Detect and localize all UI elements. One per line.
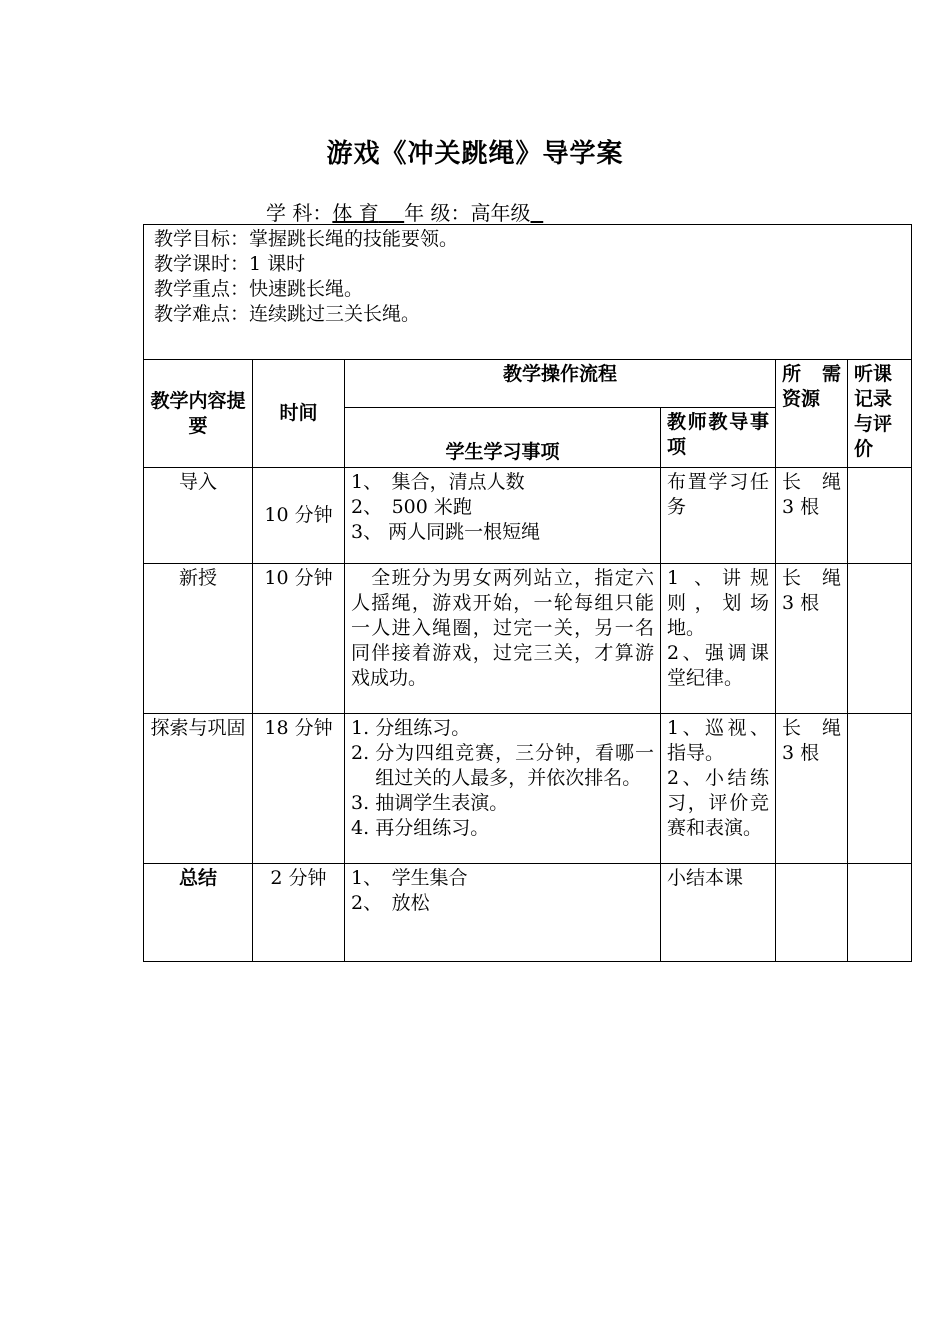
row-notes xyxy=(848,564,912,714)
row-content: 总结 xyxy=(144,864,253,962)
row-content: 新授 xyxy=(144,564,253,714)
objective-hours: 教学课时：1 课时 xyxy=(154,253,306,275)
student-step: 2、 放松 xyxy=(351,892,430,914)
row-notes xyxy=(848,468,912,564)
row-time: 18 分钟 xyxy=(253,714,345,864)
header-time: 时间 xyxy=(253,360,345,468)
row-teacher: 1 、讲规则，划场地。 2、强调课堂纪律。 xyxy=(661,564,776,714)
student-step: 1、 学生集合 xyxy=(351,867,468,889)
table-row xyxy=(144,564,912,714)
objectives-cell xyxy=(144,225,912,360)
table-row xyxy=(144,714,912,864)
objective-key-point: 教学重点：快速跳长绳。 xyxy=(154,278,364,300)
list-item: 2. 分为四组竞赛，三分钟，看哪一组过关的人最多，并依次排名。 xyxy=(351,742,654,789)
row-resources xyxy=(776,864,848,962)
objective-goal: 教学目标：掌握跳长绳的技能要领。 xyxy=(154,228,459,250)
row-notes xyxy=(848,864,912,962)
row-content: 探索与巩固 xyxy=(144,714,253,864)
row-student xyxy=(345,864,661,962)
list-item: 3. 抽调学生表演。 xyxy=(351,792,509,814)
subject-value: 体 育 xyxy=(332,201,379,225)
row-teacher: 1、巡视、指导。 2、小结练习，评价竞赛和表演。 xyxy=(661,714,776,864)
row-time: 10 分钟 xyxy=(253,468,345,564)
subject-grade-line xyxy=(266,197,543,226)
row-content: 导入 xyxy=(144,468,253,564)
row-student: 全班分为男女两列站立，指定六人摇绳，游戏开始，一轮每组只能一人进入绳圈，过完一关，另一名同伴接着游戏，过完三关，才算游戏成功。 xyxy=(345,564,661,714)
student-step: 3、 两人同跳一根短绳 xyxy=(351,521,541,543)
grade-value: 高年级 xyxy=(470,201,531,225)
table-row xyxy=(144,468,912,564)
row-resources: 长 绳 3 根 xyxy=(776,564,848,714)
subject-label: 学 科： xyxy=(266,201,333,225)
row-student xyxy=(345,714,661,864)
grade-label: 年 级： xyxy=(404,201,471,225)
header-notes: 听课记录与评价 xyxy=(848,360,912,468)
row-teacher: 布置学习任务 xyxy=(661,468,776,564)
header-resources: 所 需资源 xyxy=(776,360,848,468)
header-student: 学生学习事项 xyxy=(345,408,661,468)
list-item: 1. 分组练习。 xyxy=(351,717,471,739)
table-row xyxy=(144,864,912,962)
row-resources: 长 绳 3 根 xyxy=(776,468,848,564)
row-resources: 长 绳 3 根 xyxy=(776,714,848,864)
row-time: 2 分钟 xyxy=(253,864,345,962)
row-notes xyxy=(848,714,912,864)
row-teacher: 小结本课 xyxy=(661,864,776,962)
page-title: 游戏《冲关跳绳》导学案 xyxy=(326,139,624,169)
row-time: 10 分钟 xyxy=(253,564,345,714)
header-content: 教学内容提要 xyxy=(144,360,253,468)
list-item: 4. 再分组练习。 xyxy=(351,817,490,839)
row-student xyxy=(345,468,661,564)
lesson-plan-table xyxy=(143,224,912,962)
student-step: 1、 集合，清点人数 xyxy=(351,471,525,493)
header-teacher: 教师教导事 项 xyxy=(661,408,776,468)
student-step: 2、 500 米跑 xyxy=(351,496,472,518)
header-process: 教学操作流程 xyxy=(345,360,776,408)
objective-difficulty: 教学难点：连续跳过三关长绳。 xyxy=(154,303,421,325)
